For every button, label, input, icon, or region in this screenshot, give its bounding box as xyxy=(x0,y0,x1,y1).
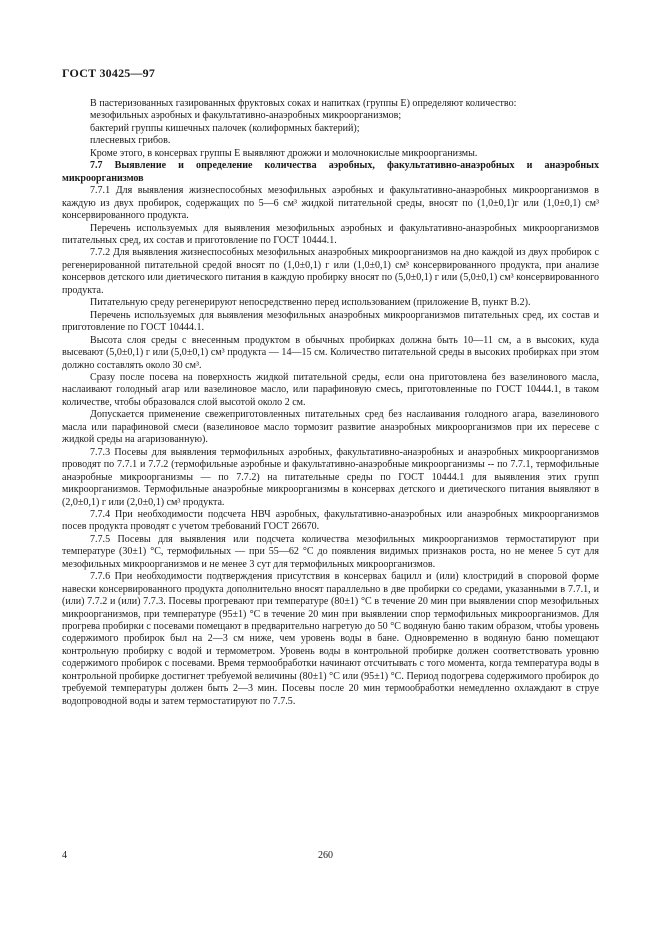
paragraph: Сразу после посева на поверхность жидкой питательной среды, если она приготовлена без вазелинового масла, наслаивают голодный агар или вазелиновое масло, или парафиновую смесь, приготовленные по ГОСТ 10444.1, в таком количестве, чтобы образовался слой высотой около 2 см. xyxy=(62,371,599,408)
sheet-number: 260 xyxy=(318,850,333,861)
paragraph: 7.7.1 Для выявления жизнеспособных мезофильных аэробных и факультативно-анаэробных микроорганизмов в каждую из двух пробирок, содержащих по 5—6 см³ жидкой питательной среды, вносят по (1,0±0,1)г или (1,0±0,1) см³ консервированного продукта. xyxy=(62,185,599,222)
paragraph: 7.7.5 Посевы для выявления или подсчета количества мезофильных микроорганизмов термостатируют при температуре (30±1) °С, термофильных — при 55—62 °С до появления видимых признаков роста, но не менее 5 сут для мезофильных микроорганизмов и не менее 3 сут для термофильных микроорганизмов. xyxy=(62,533,599,570)
paragraph: Высота слоя среды с внесенным продуктом в обычных пробирках должна быть 10—11 см, а в высоких, куда высевают (5,0±0,1) г или (5,0±0,1) см³ продукта — 14—15 см. Количество питательной среды в высоких пробирках при этом должно составлять около 30 см³. xyxy=(62,334,599,371)
paragraph: 7.7.2 Для выявления жизнеспособных мезофильных анаэробных микроорганизмов на дно каждой из двух пробирок с регенерированной питательной средой вносят по (1,0±0,1) г или (1,0±0,1) см³ консервированного продукта, при анализе консервов детского или диетического питания в каждую пробирку вносят по (5,0±0,1) г или (5,0±0,1) см³ консервированного продукта. xyxy=(62,247,599,296)
list-item: мезофильных аэробных и факультативно-анаэробных микроорганизмов; xyxy=(90,110,402,122)
paragraph: 7.7.4 При необходимости подсчета НВЧ аэробных, факультативно-анаэробных или анаэробных микроорганизмов посев продукта проводят с учетом требований ГОСТ 26670. xyxy=(62,508,599,533)
paragraph: Перечень используемых для выявления мезофильных анаэробных микроорганизмов питательных сред, их состав и приготовление по ГОСТ 10444.1. xyxy=(62,309,599,334)
paragraph: Перечень используемых для выявления мезофильных аэробных и факультативно-анаэробных микроорганизмов питательных сред, их состав и приготовление по ГОСТ 10444.1. xyxy=(62,222,599,246)
section-heading: 7.7 Выявление и определение количества аэробных, факультативно-анаэробных и анаэробных микроорганизмов xyxy=(62,160,599,184)
paragraph: 7.7.6 При необходимости подтверждения присутствия в консервах бацилл и (или) клостридий в споровой форме навески консервированного продукта дополнительно вносят параллельно в две пробирки со средами, указанными в 7.7.1, и (или) 7.7.2 и (или) 7.7.3. Посевы прогревают при температуре (80±1) °С в течение 20 мин при выявлении спор мезофильных микроорганизмов, при температуре (95±1) °С в течение 20 мин при выявлении спор термофильных микроорганизмов. Для прогрева пробирки с посевами помещают в предварительно нагретую до 50 °С водяную баню таким образом, чтобы уровень содержимого пробирок был на 2—3 см ниже, чем уровень воды в бане. Одновременно в водяную баню помещают контрольную пробирку с водой и термометром. Уровень воды в контрольной пробирке должен соответствовать уровню содержимого пробирок с посевами. Время термообработки начинают отсчитывать с того момента, когда температура воды в контрольной пробирке достигнет требуемой величины (80±1) °С или (95±1) °С. Период подогрева содержимого пробирок до требуемой температуры должен быть 2—3 мин. Посевы после 20 мин термообработки немедленно охлаждают в струе водопроводной воды и затем термостатируют по 7.7.5. xyxy=(62,571,599,707)
document-body xyxy=(62,98,599,708)
paragraph: Допускается применение свежеприготовленных питательных сред без наслаивания голодного агара, вазелинового масла или парафиновой смеси (вазелиновое масло тормозит развитие анаэробных микроорганизмов при их пересеве с жидкой среды на агаризованную). xyxy=(62,409,599,446)
list-item: плесневых грибов. xyxy=(90,135,171,147)
page-number: 4 xyxy=(62,850,67,861)
paragraph: Кроме этого, в консервах группы Е выявляют дрожжи и молочнокислые микроорганизмы. xyxy=(90,147,478,159)
paragraph: В пастеризованных газированных фруктовых соках и напитках (группы Е) определяют количество: xyxy=(90,98,517,109)
list-item: бактерий группы кишечных палочек (колиформных бактерий); xyxy=(90,122,360,134)
document-header: ГОСТ 30425—97 xyxy=(62,66,156,80)
paragraph: 7.7.3 Посевы для выявления термофильных аэробных, факультативно-анаэробных и анаэробных микроорганизмов проводят по 7.7.1 и 7.7.2 (термофильные аэробные и факультативно-анаэробные микроорганизмы -- по 7.7.1, термофильные анаэробные микроорганизмы — по 7.7.2) на питательные среды по ГОСТ 10444.1 для выявления этих групп микроорганизмов. Термофильные анаэробные микроорганизмы в консервах детского и диетического питания выявляют в (2,0±0,1) г или (2,0±0,1) см³ продукта. xyxy=(62,446,599,508)
paragraph: Питательную среду регенерируют непосредственно перед использованием (приложение В, пункт В.2). xyxy=(90,297,531,309)
